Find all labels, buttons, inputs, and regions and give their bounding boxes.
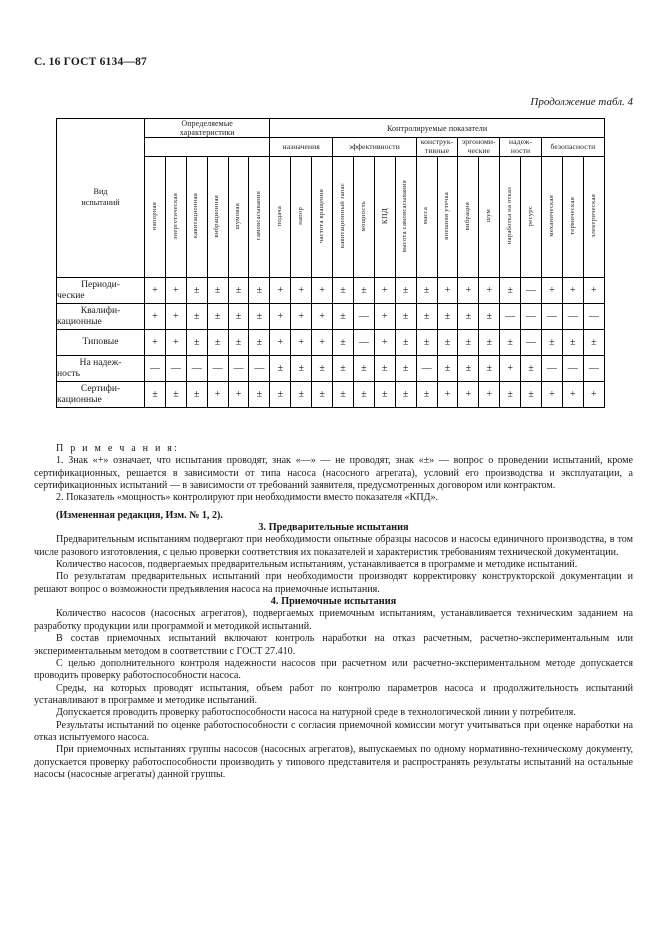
cell-4-0: ± xyxy=(145,381,166,407)
table-row xyxy=(57,277,605,303)
cell-0-17: ± xyxy=(500,277,521,303)
cell-3-0: — xyxy=(145,355,166,381)
section-3-paragraph-1: Предварительным испытаниям подвергают при необходимости опытные образцы насосов и насосы единичного производства, в том числе разового изготовления, с целью проверки соответствия их показателей и характеристик требованиям технической документации. xyxy=(34,534,633,558)
supergroup-controlled-indicators: Контролируемые показатели xyxy=(270,119,604,138)
cell-1-14: ± xyxy=(437,303,458,329)
cell-3-21: — xyxy=(583,355,604,381)
cell-2-7: + xyxy=(291,329,312,355)
col-shumovaya xyxy=(228,156,249,277)
cell-0-18: — xyxy=(521,277,542,303)
col-samovsasyvaniya xyxy=(249,156,270,277)
col-energeticheskaya xyxy=(165,156,186,277)
section-4-paragraph-3: С целью дополнительного контроля надежности насосов при расчетном или расчетно-экспериментальном методе допускается проводить проверку работоспособности насоса. xyxy=(34,657,633,682)
cell-4-16: + xyxy=(479,381,500,407)
cell-4-19: + xyxy=(541,381,562,407)
col-narabotka-na-otkaz xyxy=(500,156,521,277)
cell-2-10: — xyxy=(353,329,374,355)
cell-1-1: + xyxy=(165,303,186,329)
col-label-4: шумовая xyxy=(234,202,242,230)
cell-4-8: ± xyxy=(312,381,333,407)
cell-2-9: ± xyxy=(333,329,354,355)
cell-3-9: ± xyxy=(333,355,354,381)
cell-1-9: ± xyxy=(333,303,354,329)
table-row xyxy=(57,303,605,329)
col-label-15: вибрация xyxy=(464,201,472,230)
col-label-13: масса xyxy=(422,207,430,225)
col-termicheskaya xyxy=(562,156,583,277)
cell-2-21: ± xyxy=(583,329,604,355)
cell-1-20: — xyxy=(562,303,583,329)
cell-4-14: + xyxy=(437,381,458,407)
cell-1-6: + xyxy=(270,303,291,329)
cell-1-17: — xyxy=(500,303,521,329)
cell-4-4: + xyxy=(228,381,249,407)
col-label-0: напорная xyxy=(150,201,158,230)
cell-1-13: ± xyxy=(416,303,437,329)
col-label-9: кавитационный запас xyxy=(338,183,346,249)
cell-2-16: ± xyxy=(479,329,500,355)
cell-4-7: ± xyxy=(291,381,312,407)
stub-header-cell xyxy=(57,119,145,278)
cell-3-11: ± xyxy=(374,355,395,381)
row-label-line1: На надеж- xyxy=(79,356,122,368)
row-label-line1: Периоди- xyxy=(81,278,120,290)
col-podacha xyxy=(270,156,291,277)
table-row xyxy=(57,381,605,407)
cell-0-12: ± xyxy=(395,277,416,303)
cell-3-18: ± xyxy=(521,355,542,381)
col-chastota-vrashcheniya xyxy=(312,156,333,277)
cell-0-8: + xyxy=(312,277,333,303)
section-3-paragraph-3: По результатам предварительных испытаний при необходимости производят корректировку конструкторской документации и решают вопрос о возможности предъявления насоса на приемочные испытания. xyxy=(34,571,633,595)
cell-1-4: ± xyxy=(228,303,249,329)
cell-4-17: ± xyxy=(500,381,521,407)
col-vneshnyaya-utechka xyxy=(437,156,458,277)
col-shum xyxy=(479,156,500,277)
cell-2-0: + xyxy=(145,329,166,355)
cell-3-5: — xyxy=(249,355,270,381)
cell-0-13: ± xyxy=(416,277,437,303)
cell-4-9: ± xyxy=(333,381,354,407)
section-3-title: 3. Предварительные испытания xyxy=(258,522,409,534)
test-types-matrix-table xyxy=(56,118,605,408)
cell-1-11: + xyxy=(374,303,395,329)
stub-header-label: Вид испытаний xyxy=(81,187,120,207)
row-label-line2: кационные xyxy=(57,394,102,406)
group-effektivnosti: эффективности xyxy=(333,138,417,156)
cell-0-21: + xyxy=(583,277,604,303)
col-vysota-samovsasyvaniya xyxy=(395,156,416,277)
cell-3-17: + xyxy=(500,355,521,381)
section-4-paragraph-5: Допускается проводить проверку работоспособности насоса на натурной среде в технологической линии у потребителя. xyxy=(56,707,576,719)
cell-3-16: ± xyxy=(479,355,500,381)
section-4-paragraph-2: В состав приемочных испытаний включают контроль наработки на отказ расчетным, расчетно-экспериментальным или экспериментальным методом в соответствии с ГОСТ 27.410. xyxy=(34,633,633,657)
cell-4-18: ± xyxy=(521,381,542,407)
row-label-line2: ность xyxy=(57,368,80,380)
section-4-title: 4. Приемочные испытания xyxy=(270,596,397,608)
col-label-11: КПД xyxy=(380,207,390,224)
row-label-line2: ческие xyxy=(57,290,85,302)
cell-3-14: ± xyxy=(437,355,458,381)
col-label-1: энергетическая xyxy=(171,192,179,240)
section-4-paragraph-6: Результаты испытаний по оценке работоспособности с согласия приемочной комиссии могут учитываться при оценке наработки на отказ испытуемого насоса. xyxy=(34,719,633,743)
cell-2-1: + xyxy=(165,329,186,355)
group-naznacheniya: назначения xyxy=(270,138,333,156)
cell-3-19: — xyxy=(541,355,562,381)
cell-2-17: ± xyxy=(500,329,521,355)
row-label xyxy=(57,381,145,407)
col-napor xyxy=(291,156,312,277)
cell-4-2: ± xyxy=(186,381,207,407)
col-vibraciya xyxy=(458,156,479,277)
cell-4-21: + xyxy=(583,381,604,407)
row-label-line2: кационные xyxy=(57,316,102,328)
row-label-line1: Сертифи- xyxy=(80,382,121,394)
cell-1-8: + xyxy=(312,303,333,329)
cell-1-19: — xyxy=(541,303,562,329)
col-label-17: наработка на отказ xyxy=(505,187,513,245)
notes-heading: П р и м е ч а н и я: xyxy=(56,443,180,454)
cell-4-12: ± xyxy=(395,381,416,407)
col-label-8: частота вращения xyxy=(317,188,325,243)
row-label xyxy=(57,303,145,329)
group-bezopasnosti: безопасности xyxy=(541,138,604,156)
cell-4-5: ± xyxy=(249,381,270,407)
cell-4-10: ± xyxy=(353,381,374,407)
cell-1-10: — xyxy=(353,303,374,329)
cell-3-3: — xyxy=(207,355,228,381)
cell-0-20: + xyxy=(562,277,583,303)
cell-2-3: ± xyxy=(207,329,228,355)
cell-2-11: + xyxy=(374,329,395,355)
cell-1-15: ± xyxy=(458,303,479,329)
cell-0-2: ± xyxy=(186,277,207,303)
col-mekhanicheskaya xyxy=(541,156,562,277)
cell-2-13: ± xyxy=(416,329,437,355)
col-resurs xyxy=(521,156,542,277)
cell-0-19: + xyxy=(541,277,562,303)
cell-0-1: + xyxy=(165,277,186,303)
cell-3-15: ± xyxy=(458,355,479,381)
col-label-2: кавитационная xyxy=(192,193,200,239)
cell-3-4: — xyxy=(228,355,249,381)
cell-3-7: ± xyxy=(291,355,312,381)
col-label-5: самовсасывания xyxy=(255,191,263,241)
cell-2-15: ± xyxy=(458,329,479,355)
col-massa xyxy=(416,156,437,277)
col-label-12: высота самовсасывания xyxy=(401,179,409,252)
cell-0-7: + xyxy=(291,277,312,303)
col-label-21: электрическая xyxy=(589,194,597,238)
cell-2-6: + xyxy=(270,329,291,355)
cell-0-3: ± xyxy=(207,277,228,303)
cell-1-2: ± xyxy=(186,303,207,329)
group-spacer-determined xyxy=(145,138,270,156)
col-label-10: мощность xyxy=(359,200,367,231)
row-label xyxy=(57,329,145,355)
table-4-container xyxy=(56,118,604,408)
cell-3-12: ± xyxy=(395,355,416,381)
page-body-text xyxy=(34,443,633,781)
col-label-20: термическая xyxy=(568,196,576,235)
section-4-paragraph-1: Количество насосов (насосных агрегатов), подвергаемых приемочным испытаниям, устанавливается техническим заданием на разработку продукции или программой и методикой испытаний. xyxy=(34,608,633,632)
cell-2-18: — xyxy=(521,329,542,355)
cell-4-11: ± xyxy=(374,381,395,407)
group-ergonomicheskie: эргономи- ческие xyxy=(458,138,500,156)
cell-0-15: + xyxy=(458,277,479,303)
cell-2-14: ± xyxy=(437,329,458,355)
cell-0-5: ± xyxy=(249,277,270,303)
section-4-paragraph-4: Среды, на которых проводят испытания, объем работ по контролю параметров насоса и продолжительность испытаний устанавливают в программе и методике испытаний. xyxy=(34,682,633,706)
cell-2-12: ± xyxy=(395,329,416,355)
cell-2-20: ± xyxy=(562,329,583,355)
cell-0-10: ± xyxy=(353,277,374,303)
row-label xyxy=(57,355,145,381)
group-nadezhnosti: надеж- ности xyxy=(500,138,542,156)
col-kavitacionnaya xyxy=(186,156,207,277)
cell-0-14: + xyxy=(437,277,458,303)
col-label-18: ресурс xyxy=(526,205,534,226)
table-row xyxy=(57,329,605,355)
cell-0-4: ± xyxy=(228,277,249,303)
col-elektricheskaya xyxy=(583,156,604,277)
cell-2-8: + xyxy=(312,329,333,355)
cell-3-13: — xyxy=(416,355,437,381)
cell-1-18: — xyxy=(521,303,542,329)
cell-2-4: ± xyxy=(228,329,249,355)
note-item-2: 2. Показатель «мощность» контролируют при необходимости вместо показателя «КПД». xyxy=(56,492,439,504)
col-kavitacionnyy-zapas xyxy=(333,156,354,277)
col-label-6: подача xyxy=(276,205,284,227)
cell-3-10: ± xyxy=(353,355,374,381)
cell-4-6: ± xyxy=(270,381,291,407)
supergroup-determined-characteristics: Определяемые характеристики xyxy=(145,119,270,138)
cell-0-16: + xyxy=(479,277,500,303)
cell-4-20: + xyxy=(562,381,583,407)
group-konstruktivnye: конструк- тивные xyxy=(416,138,458,156)
cell-0-0: + xyxy=(145,277,166,303)
row-label xyxy=(57,277,145,303)
cell-1-16: ± xyxy=(479,303,500,329)
col-kpd xyxy=(374,156,395,277)
row-label-line1: Типовые xyxy=(82,336,119,348)
cell-2-5: ± xyxy=(249,329,270,355)
cell-4-13: ± xyxy=(416,381,437,407)
col-label-3: вибрационная xyxy=(213,194,221,238)
cell-1-3: ± xyxy=(207,303,228,329)
col-label-7: напор xyxy=(296,206,304,225)
cell-3-8: ± xyxy=(312,355,333,381)
col-naporaya xyxy=(145,156,166,277)
cell-4-3: + xyxy=(207,381,228,407)
col-label-16: шум xyxy=(484,209,492,223)
cell-3-2: — xyxy=(186,355,207,381)
cell-1-7: + xyxy=(291,303,312,329)
cell-2-2: ± xyxy=(186,329,207,355)
col-label-19: механическая xyxy=(547,195,555,237)
cell-1-5: ± xyxy=(249,303,270,329)
cell-4-1: ± xyxy=(165,381,186,407)
cell-0-9: ± xyxy=(333,277,354,303)
cell-1-21: — xyxy=(583,303,604,329)
cell-1-0: + xyxy=(145,303,166,329)
cell-0-6: + xyxy=(270,277,291,303)
cell-4-15: + xyxy=(458,381,479,407)
cell-3-1: — xyxy=(165,355,186,381)
running-head: С. 16 ГОСТ 6134—87 xyxy=(34,56,147,68)
section-3-paragraph-2: Количество насосов, подвергаемых предварительным испытаниям, устанавливается в программе и методике испытаний. xyxy=(56,559,578,571)
cell-3-20: — xyxy=(562,355,583,381)
col-vibracionnaya xyxy=(207,156,228,277)
cell-3-6: ± xyxy=(270,355,291,381)
table-row xyxy=(57,355,605,381)
cell-2-19: ± xyxy=(541,329,562,355)
section-4-paragraph-7: При приемочных испытаниях группы насосов (насосных агрегатов), выпускаемых по одному нормативно-техническому документу, допускается проверку работоспособности производить у типового представителя и распространять результаты испытаний на остальные насосы (насосные агрегаты) данной группы. xyxy=(34,744,633,780)
cell-0-11: + xyxy=(374,277,395,303)
cell-1-12: ± xyxy=(395,303,416,329)
col-label-14: внешняя утечка xyxy=(443,191,451,240)
revision-note: (Измененная редакция, Изм. № 1, 2). xyxy=(56,509,223,521)
table-supergroup-row xyxy=(57,119,605,138)
table-continuation-label: Продолжение табл. 4 xyxy=(530,96,633,108)
note-item-1: 1. Знак «+» означает, что испытания проводят, знак «—» — не проводят, знак «±» — вопрос о проведении испытаний, кроме сертификационных, решается в зависимости от типа насоса (насосного агрегата), условий его производства и эксплуатации, а сертификационных испытаний — в зависимости от требований заявителя, предусмотренных договором или контрактом. xyxy=(34,455,633,492)
col-moshchnost xyxy=(353,156,374,277)
row-label-line1: Квалифи- xyxy=(80,304,121,316)
